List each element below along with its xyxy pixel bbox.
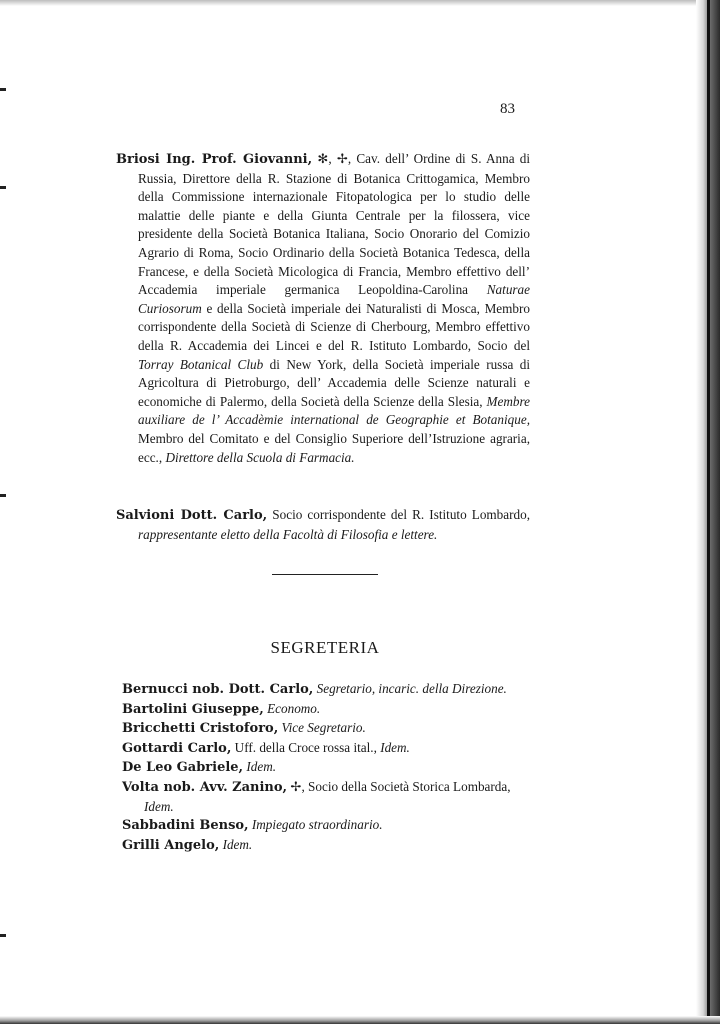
italic-text: Torray Botanical Club: [138, 356, 264, 372]
scan-bottom-edge: [0, 1016, 720, 1024]
italic-text: Idem.: [246, 759, 277, 775]
text-run: Uff. della Croce rossa ital.,: [231, 739, 381, 755]
italic-text: Naturae Curiosorum: [138, 282, 530, 316]
staff-name: Grilli Angelo,: [122, 837, 220, 853]
staff-name: Bricchetti Cristoforo,: [122, 721, 279, 737]
text-run: ✢, Socio della Società Storica Lombarda,: [287, 778, 511, 794]
margin-mark: [0, 934, 6, 937]
text-run: e della Società imperiale dei Naturalisti di Mosca, Membro corrispondente della Società di Scienze di Cherbourg, Membro effettivo della R. Accademia dei Lincei e del R. Istituto Lombardo, Socio del: [138, 300, 530, 353]
italic-text: Segretario, incaric. della Direzione.: [316, 681, 507, 696]
staff-role: [243, 759, 276, 774]
staff-name: Bartolini Giuseppe,: [122, 701, 264, 717]
member-name: Salvioni Dott. Carlo,: [116, 508, 268, 523]
text-run: Socio corrispondente del R. Istituto Lombardo,: [267, 507, 530, 522]
section-divider: [272, 574, 378, 575]
staff-row: [122, 758, 542, 778]
member-description: [138, 151, 530, 465]
staff-role: [219, 837, 252, 852]
margin-mark: [0, 186, 6, 189]
staff-row: [122, 719, 542, 739]
member-name: Briosi Ing. Prof. Giovanni,: [116, 152, 313, 167]
staff-name: Bernucci nob. Dott. Carlo,: [122, 682, 314, 697]
italic-text: Vice Segretario.: [281, 720, 366, 736]
italic-text: Idem.: [222, 836, 253, 852]
margin-mark: [0, 88, 6, 91]
staff-row: [122, 739, 542, 759]
italic-text: Impiegato straordinario.: [251, 817, 383, 833]
scan-top-edge: [0, 0, 720, 6]
italic-text: Idem.: [380, 739, 410, 755]
italic-text: Direttore della Scuola di Farmacia.: [165, 449, 355, 465]
staff-row: [122, 680, 542, 700]
staff-row: [122, 836, 542, 856]
staff-name: Gottardi Carlo,: [122, 740, 232, 756]
member-entry-salvioni: [116, 506, 530, 544]
scan-binding-line: [707, 0, 710, 1024]
member-entry-briosi: [116, 150, 530, 467]
text-run: Membro del Comitato e del Consiglio Superiore dell’Istruzione agraria, ecc.,: [138, 430, 530, 465]
italic-text: Membre auxiliare de l’ Accadèmie international de Geographie et Botanique,: [138, 393, 530, 428]
staff-row: [122, 778, 542, 816]
staff-role: [313, 681, 507, 696]
staff-role: [231, 740, 409, 755]
italic-text: Economo.: [267, 700, 321, 716]
staff-name: Sabbadini Benso,: [122, 818, 249, 834]
staff-role: [278, 720, 366, 735]
section-title: SEGRETERIA: [270, 638, 380, 657]
margin-mark: [0, 494, 6, 497]
staff-role: [264, 701, 320, 716]
staff-row: [122, 700, 542, 720]
staff-name: De Leo Gabriele,: [122, 760, 244, 776]
page-number: 83: [500, 101, 515, 117]
staff-name: Volta nob. Avv. Zanino,: [122, 779, 288, 795]
staff-row: [122, 816, 542, 836]
text-run: di New York, della Società imperiale russa di Agricoltura di Pietroburgo, dell’ Accademia delle Scienze naturali e economiche di Palermo, della Società della Scienze della Slesia,: [138, 356, 530, 409]
text-run: ✻, ✢, Cav. dell’ Ordine di S. Anna di Russia, Direttore della R. Stazione di Botanica Crittogamica, Membro della Commissione internazionale Fitopatologica per lo studio delle malattie delle piante e della Giunta Centrale per la filossera, vice presidente della Società Botanica Italiana, Socio Onorario del Comizio Agrario di Roma, Socio Ordinario della Società Botanica Tedesca, della Francese, e della Società Micologica di Francia, Membro effettivo dell’ Accademia imperiale germanica Leopoldina-Carolina: [138, 151, 531, 298]
staff-list: [122, 680, 542, 855]
italic-text: Idem.: [144, 798, 174, 814]
staff-role: [249, 817, 383, 832]
italic-text: rappresentante eletto della Facoltà di Filosofia e lettere.: [138, 526, 438, 542]
